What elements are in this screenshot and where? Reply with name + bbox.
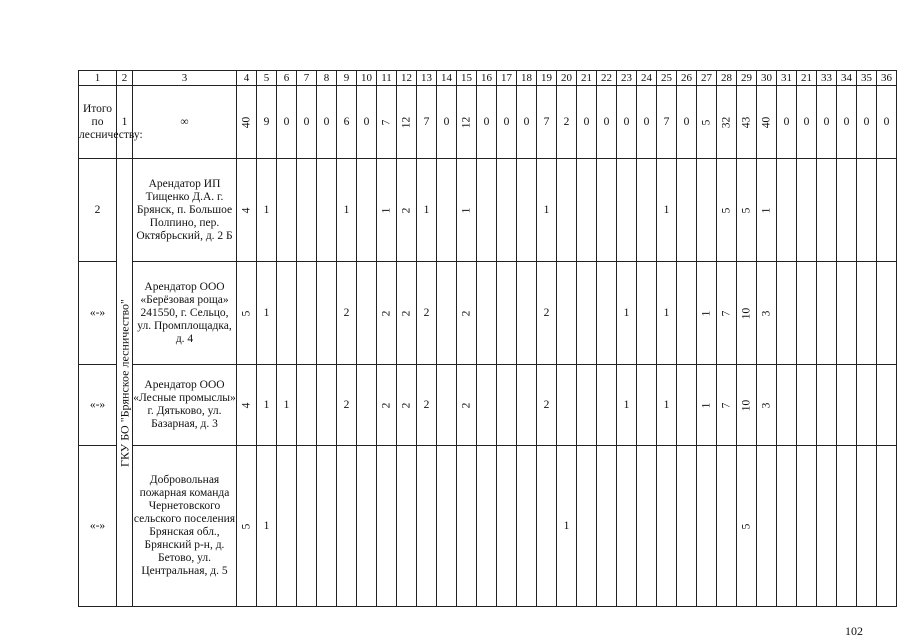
value-cell: [577, 446, 597, 607]
total-value: 0: [297, 86, 317, 159]
value-cell: [877, 446, 897, 607]
value-cell: 3: [757, 262, 777, 365]
col-header-8: 8: [317, 71, 337, 86]
value-cell: 7: [717, 262, 737, 365]
col-header-34: 34: [837, 71, 857, 86]
col-header-22: 22: [597, 71, 617, 86]
value-cell: 5: [237, 262, 257, 365]
value-cell: [557, 159, 577, 262]
value-cell: 1: [657, 365, 677, 446]
value-cell: 1: [617, 262, 637, 365]
value-cell: 2: [337, 365, 357, 446]
value-cell: 1: [657, 159, 677, 262]
value-cell: [297, 262, 317, 365]
col-header-25: 25: [657, 71, 677, 86]
col-header-27: 27: [697, 71, 717, 86]
col-header-13: 13: [417, 71, 437, 86]
col-header-29: 29: [737, 71, 757, 86]
table-row: [79, 159, 897, 262]
value-cell: 7: [717, 365, 737, 446]
value-cell: [757, 446, 777, 607]
row-number: «-»: [79, 262, 117, 365]
value-cell: [297, 446, 317, 607]
value-cell: [797, 262, 817, 365]
value-cell: [457, 446, 477, 607]
col-header-23: 23: [617, 71, 637, 86]
value-cell: 2: [537, 262, 557, 365]
total-value: 9: [257, 86, 277, 159]
value-cell: 1: [417, 159, 437, 262]
value-cell: [477, 262, 497, 365]
total-value: 0: [857, 86, 877, 159]
value-cell: 1: [337, 159, 357, 262]
total-col3: ∞: [133, 86, 237, 159]
value-cell: [617, 446, 637, 607]
value-cell: 5: [717, 159, 737, 262]
value-cell: 1: [537, 159, 557, 262]
value-cell: 2: [337, 262, 357, 365]
total-value: 7: [657, 86, 677, 159]
total-value: 2: [557, 86, 577, 159]
value-cell: [637, 446, 657, 607]
col-header-2: 2: [117, 71, 133, 86]
value-cell: [317, 262, 337, 365]
value-cell: 2: [417, 365, 437, 446]
value-cell: [357, 159, 377, 262]
value-cell: [677, 446, 697, 607]
value-cell: [857, 159, 877, 262]
value-cell: [597, 262, 617, 365]
col-header-31: 31: [777, 71, 797, 86]
value-cell: [817, 365, 837, 446]
value-cell: [357, 262, 377, 365]
total-value: 0: [517, 86, 537, 159]
col-header-20: 20: [557, 71, 577, 86]
value-cell: 1: [257, 262, 277, 365]
row-number: «-»: [79, 446, 117, 607]
value-cell: [477, 159, 497, 262]
total-value: 0: [357, 86, 377, 159]
col-header-12: 12: [397, 71, 417, 86]
value-cell: [817, 159, 837, 262]
value-cell: 3: [757, 365, 777, 446]
col-header-28: 28: [717, 71, 737, 86]
total-value: 0: [877, 86, 897, 159]
report-table: [78, 70, 897, 607]
col-header-14: 14: [437, 71, 457, 86]
total-value: 7: [417, 86, 437, 159]
value-cell: [497, 262, 517, 365]
value-cell: [437, 262, 457, 365]
value-cell: [597, 159, 617, 262]
value-cell: [657, 446, 677, 607]
value-cell: [357, 365, 377, 446]
value-cell: 1: [377, 159, 397, 262]
value-cell: 2: [457, 262, 477, 365]
value-cell: [637, 262, 657, 365]
value-cell: [797, 365, 817, 446]
value-cell: [857, 365, 877, 446]
col-header-35: 35: [857, 71, 877, 86]
value-cell: [777, 365, 797, 446]
value-cell: [717, 446, 737, 607]
col-header-9: 9: [337, 71, 357, 86]
tenant-name: Арендатор ИП Тищенко Д.А. г. Брянск, п. Большое Полпино, пер. Октябрьский, д. 2 Б: [133, 159, 237, 262]
total-value: 40: [237, 86, 257, 159]
organization-cell: [117, 159, 133, 607]
value-cell: [417, 446, 437, 607]
value-cell: 5: [237, 446, 257, 607]
value-cell: 2: [377, 365, 397, 446]
total-value: 0: [277, 86, 297, 159]
total-value: 0: [777, 86, 797, 159]
value-cell: [517, 446, 537, 607]
col-header-6: 6: [277, 71, 297, 86]
col-header-17: 17: [497, 71, 517, 86]
total-value: 0: [637, 86, 657, 159]
total-value: 7: [537, 86, 557, 159]
value-cell: [517, 262, 537, 365]
col-header-5: 5: [257, 71, 277, 86]
table-row: [79, 446, 897, 607]
value-cell: [837, 159, 857, 262]
col-header-26: 26: [677, 71, 697, 86]
value-cell: [797, 159, 817, 262]
value-cell: [397, 446, 417, 607]
value-cell: [817, 446, 837, 607]
value-cell: [337, 446, 357, 607]
total-value: 6: [337, 86, 357, 159]
value-cell: [817, 262, 837, 365]
value-cell: [497, 446, 517, 607]
total-value: 0: [677, 86, 697, 159]
value-cell: 10: [737, 262, 757, 365]
col-header-1: 1: [79, 71, 117, 86]
total-value: 0: [617, 86, 637, 159]
col-header-36: 36: [877, 71, 897, 86]
value-cell: [277, 262, 297, 365]
col-header-15: 15: [457, 71, 477, 86]
value-cell: [677, 365, 697, 446]
total-value: 12: [457, 86, 477, 159]
value-cell: [577, 365, 597, 446]
value-cell: 2: [377, 262, 397, 365]
value-cell: 4: [237, 159, 257, 262]
col-header-7: 7: [297, 71, 317, 86]
value-cell: [297, 365, 317, 446]
value-cell: [477, 446, 497, 607]
value-cell: [777, 446, 797, 607]
value-cell: 4: [237, 365, 257, 446]
total-value: 0: [477, 86, 497, 159]
value-cell: [317, 446, 337, 607]
col-header-10: 10: [357, 71, 377, 86]
total-value: 40: [757, 86, 777, 159]
value-cell: 2: [397, 365, 417, 446]
value-cell: [877, 365, 897, 446]
total-value: 0: [837, 86, 857, 159]
value-cell: [837, 262, 857, 365]
col-header-18: 18: [517, 71, 537, 86]
value-cell: [437, 365, 457, 446]
value-cell: [297, 159, 317, 262]
tenant-name: Арендатор ООО «Берёзовая роща» 241550, г. Сельцо, ул. Промплощадка, д. 4: [133, 262, 237, 365]
value-cell: 1: [757, 159, 777, 262]
value-cell: 1: [257, 159, 277, 262]
value-cell: [777, 159, 797, 262]
total-value: 0: [437, 86, 457, 159]
value-cell: [557, 365, 577, 446]
value-cell: [857, 262, 877, 365]
value-cell: 2: [537, 365, 557, 446]
value-cell: [537, 446, 557, 607]
total-value: 7: [377, 86, 397, 159]
total-value: 0: [597, 86, 617, 159]
total-value: 43: [737, 86, 757, 159]
total-value: 5: [697, 86, 717, 159]
col-header-3: 3: [133, 71, 237, 86]
value-cell: [597, 446, 617, 607]
value-cell: [797, 446, 817, 607]
value-cell: [857, 446, 877, 607]
value-cell: 1: [257, 446, 277, 607]
value-cell: [277, 159, 297, 262]
header-row: [79, 71, 897, 86]
value-cell: [697, 159, 717, 262]
row-number: «-»: [79, 365, 117, 446]
value-cell: [677, 159, 697, 262]
col-header-30: 30: [757, 71, 777, 86]
table-row: [79, 262, 897, 365]
col-header-19: 19: [537, 71, 557, 86]
value-cell: 1: [277, 365, 297, 446]
table-row: [79, 365, 897, 446]
value-cell: [437, 446, 457, 607]
total-value: 0: [317, 86, 337, 159]
value-cell: [317, 159, 337, 262]
value-cell: 1: [657, 262, 677, 365]
value-cell: [837, 446, 857, 607]
value-cell: 2: [417, 262, 437, 365]
value-cell: [637, 365, 657, 446]
total-value: 32: [717, 86, 737, 159]
organization-name: ГКУ БО "Брянское лесничество": [117, 298, 131, 467]
value-cell: [497, 365, 517, 446]
value-cell: [637, 159, 657, 262]
value-cell: [597, 365, 617, 446]
value-cell: [577, 262, 597, 365]
value-cell: 2: [397, 262, 417, 365]
value-cell: [477, 365, 497, 446]
value-cell: [557, 262, 577, 365]
value-cell: 1: [617, 365, 637, 446]
value-cell: [437, 159, 457, 262]
col-header-11: 11: [377, 71, 397, 86]
value-cell: 5: [737, 446, 757, 607]
col-header-4: 4: [237, 71, 257, 86]
value-cell: [517, 159, 537, 262]
total-value: 0: [577, 86, 597, 159]
value-cell: 2: [457, 365, 477, 446]
row-number: 2: [79, 159, 117, 262]
value-cell: [617, 159, 637, 262]
value-cell: [357, 446, 377, 607]
total-value: 0: [817, 86, 837, 159]
value-cell: [877, 262, 897, 365]
tenant-name: Добровольная пожарная команда Чернетовского сельского поселения Брянская обл., Брянский р-н, д. Бетово, ул. Центральная, д. 5: [133, 446, 237, 607]
value-cell: [377, 446, 397, 607]
value-cell: [777, 262, 797, 365]
value-cell: [837, 365, 857, 446]
value-cell: [877, 159, 897, 262]
total-value: 0: [797, 86, 817, 159]
total-col2: 1: [117, 86, 133, 159]
value-cell: [317, 365, 337, 446]
value-cell: [277, 446, 297, 607]
col-header-16: 16: [477, 71, 497, 86]
value-cell: 1: [457, 159, 477, 262]
total-row: [79, 86, 897, 159]
value-cell: 1: [257, 365, 277, 446]
value-cell: 2: [397, 159, 417, 262]
total-value: 0: [497, 86, 517, 159]
col-header-21: 21: [577, 71, 597, 86]
tenant-name: Арендатор ООО «Лесные промыслы» г. Дятьково, ул. Базарная, д. 3: [133, 365, 237, 446]
value-cell: [677, 262, 697, 365]
value-cell: [577, 159, 597, 262]
page-number: 102: [845, 624, 863, 638]
total-value: 12: [397, 86, 417, 159]
total-label: Итого по лесничеству:: [79, 86, 117, 159]
value-cell: 1: [557, 446, 577, 607]
value-cell: 5: [737, 159, 757, 262]
value-cell: 1: [697, 262, 717, 365]
value-cell: [497, 159, 517, 262]
value-cell: 10: [737, 365, 757, 446]
col-header-24: 24: [637, 71, 657, 86]
col-header-33: 33: [817, 71, 837, 86]
value-cell: [517, 365, 537, 446]
value-cell: [697, 446, 717, 607]
col-header-32: 21: [797, 71, 817, 86]
value-cell: 1: [697, 365, 717, 446]
